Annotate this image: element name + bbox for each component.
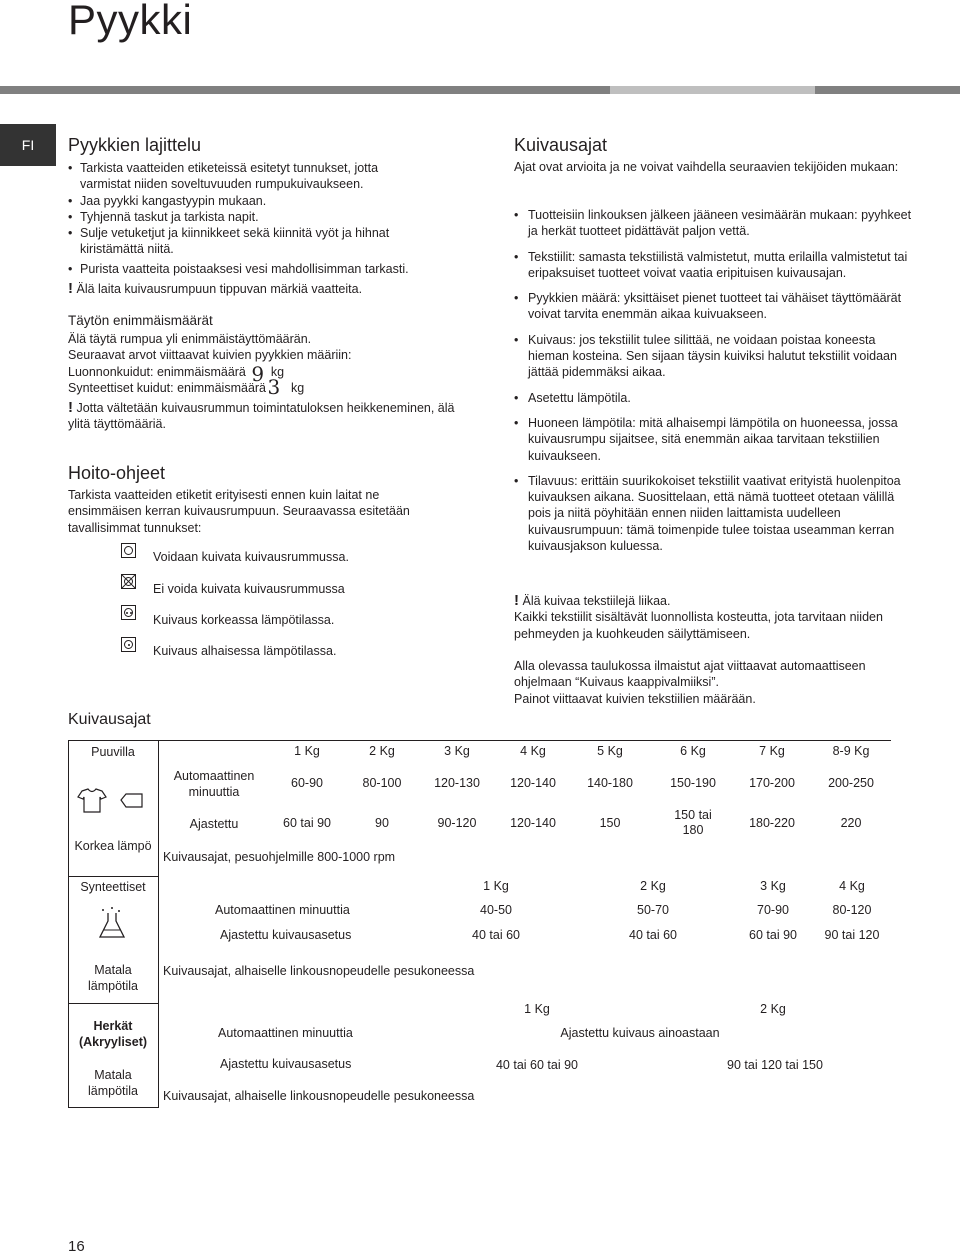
warning-mark: !: [68, 399, 73, 416]
table-cell: 2 Kg: [760, 1002, 786, 1016]
drying-times-table-heading: Kuivausajat: [68, 711, 151, 728]
capacity-text: [68, 331, 488, 399]
synthetic-timed-label: Ajastettu kuivausasetus: [220, 928, 352, 942]
capacity-heading: Täytön enimmäismäärät: [68, 313, 213, 328]
table-cell: 1 Kg: [524, 1002, 550, 1016]
no-tumble-dry-icon: [121, 574, 136, 589]
capacity-line: Seuraavat arvot viittaavat kuivien pyykkien määriin:: [68, 348, 352, 363]
list-item: • Tuotteisiin linkouksen jälkeen jääneen vesimäärän mukaan: pyyhkeet ja herkät tuotteet pidättävät paljon vettä.: [514, 207, 914, 240]
table-cell: 120-130: [434, 776, 480, 790]
table-cell: 40 tai 60: [629, 928, 677, 942]
tumble-dry-high-heat-icon: [121, 605, 136, 620]
cotton-timed-label: Ajastettu: [189, 817, 239, 831]
warning-text: Älä kuivaa tekstiilejä liikaa.: [522, 594, 671, 608]
table-cell: 5 Kg: [597, 744, 623, 758]
header-bar-dark-right: [815, 86, 960, 94]
table-cell: 2 Kg: [640, 879, 666, 893]
list-item: • Tyhjennä taskut ja tarkista napit.: [68, 209, 423, 225]
capacity-line: Älä täytä rumpua yli enimmäistäyttömäärän.: [68, 332, 312, 346]
tumble-dry-low-heat-icon: [121, 637, 136, 652]
table-cell: 80-100: [362, 776, 402, 790]
synthetic-footnote: Kuivausajat, alhaiselle linkousnopeudelle pesukoneessa: [163, 964, 475, 978]
drying-times-heading: Kuivausajat: [514, 135, 608, 155]
cotton-auto-label: Automaattinen minuuttia: [173, 769, 255, 799]
table-border: [158, 740, 159, 1108]
page-title: Pyykki: [68, 0, 193, 43]
table-cell: 7 Kg: [759, 744, 785, 758]
table-border: [68, 740, 891, 741]
synthetic-label: Synteettiset kuidut: enimmäismäärä: [68, 380, 267, 395]
moisture-note: Kaikki tekstiilit sisältävät luonnollista kosteutta, jota tarvitaan niiden pehmeyden ja kuohkeuden säilyttämiseen.: [514, 610, 883, 641]
list-item: • Tarkista vaatteiden etiketeissä esitetyt tunnukset, jotta varmistat niiden soveltuvuuden rumpukuivaukseen.: [68, 160, 423, 193]
table-cell: 60 tai 90: [283, 816, 331, 830]
table-cell: 90 tai 120: [824, 928, 880, 942]
sorting-heading: Pyykkien lajittelu: [68, 135, 202, 155]
warning-text: Älä laita kuivausrumpuun tippuvan märkiä vaatteita.: [76, 282, 363, 296]
table-cell: 120-140: [510, 816, 556, 830]
table-cell: 200-250: [828, 776, 874, 790]
table-cell: 90 tai 120 tai 150: [727, 1058, 823, 1072]
table-border: [68, 1107, 159, 1108]
table-border: [68, 876, 158, 877]
cotton-temp: Korkea lämpö: [74, 839, 152, 853]
table-cell: 140-180: [587, 776, 633, 790]
table-cell: 120-140: [510, 776, 556, 790]
table-cell: 6 Kg: [680, 744, 706, 758]
table-border: [68, 740, 69, 1108]
delicate-timed-label: Ajastettu kuivausasetus: [220, 1057, 352, 1071]
list-item: • Tekstiilit: samasta tekstiilistä valmistetut, mutta erilailla valmistetut tai eripaksuiset tuotteet voivat vaatia eripituisen kuivausajan.: [514, 249, 914, 282]
table-cell: 4 Kg: [839, 879, 865, 893]
natural-value: 9: [251, 361, 265, 386]
symbol-label: Voidaan kuivata kuivausrummussa.: [153, 550, 349, 564]
table-cell: 60 tai 90: [749, 928, 797, 942]
language-tab: FI: [0, 124, 56, 166]
table-cell: 150-190: [670, 776, 716, 790]
warning-mark: !: [514, 592, 519, 609]
table-cell: 2 Kg: [369, 744, 395, 758]
table-cell: 1 Kg: [294, 744, 320, 758]
delicate-footnote: Kuivausajat, alhaiselle linkousnopeudelle pesukoneessa: [163, 1089, 475, 1103]
symbol-label: Kuivaus alhaisessa lämpötilassa.: [153, 644, 337, 658]
synthetic-label: Synteettiset: [80, 880, 146, 894]
list-item: • Jaa pyykki kangastyypin mukaan.: [68, 193, 423, 209]
table-cell: 220: [840, 816, 862, 830]
table-cell: 40-50: [480, 903, 512, 917]
drying-times-intro: Ajat ovat arvioita ja ne voivat vaihdella seuraavien tekijöiden mukaan:: [514, 160, 899, 174]
synthetic-value: 3: [267, 374, 281, 399]
cotton-label: Puuvilla: [91, 745, 135, 759]
synthetic-auto-label: Automaattinen minuuttia: [215, 903, 350, 917]
tumble-dry-allowed-icon: [121, 543, 136, 558]
table-cell: 70-90: [757, 903, 789, 917]
table-cell: 40 tai 60 tai 90: [495, 1058, 578, 1072]
natural-label: Luonnonkuidut: enimmäismäärä: [68, 364, 246, 379]
table-cell: 60-90: [291, 776, 323, 790]
table-cell: 50-70: [637, 903, 669, 917]
header-bar-dark: [0, 86, 610, 94]
warning-text: Jotta vältetään kuivausrummun toimintatuloksen heikkenеminen, älä ylitä täyttömääriä.: [68, 401, 455, 432]
table-cell: 8-9 Kg: [832, 744, 870, 758]
capacity-warning: [68, 400, 478, 433]
table-cell: 3 Kg: [444, 744, 470, 758]
care-heading: Hoito-ohjeet: [68, 463, 166, 483]
synthetic-fibres-row: [68, 374, 488, 399]
table-note: [514, 658, 909, 707]
list-item: • Asetettu lämpötila.: [514, 390, 914, 406]
table-note-line: Painot viittaavat kuivien tekstiilien määrään.: [514, 691, 756, 706]
cotton-footnote: Kuivausajat, pesuohjelmille 800-1000 rpm: [163, 850, 396, 864]
list-item: • Pyykkien määrä: yksittäiset pienet tuotteet tai vähäiset täyttömäärät voivat tarvita enemmän aikaa kuivuakseen.: [514, 290, 914, 323]
list-item: • Tilavuus: erittäin suurikokoiset tekstiilit vaativat erityistä huolenpitoa kuivauksen aikana. Suosittelaan, että nämä tuotteet otetaan välillä pois ja niitä pöyhitään ennen niiden laittamista uudelleen kuivausrumpuun: tämä toimenpide tulee toistaa useamman kerran kuivausjakson kuluessa.: [514, 473, 914, 554]
synthetic-unit: kg: [290, 380, 305, 395]
table-cell: 150: [599, 816, 621, 830]
table-cell: 40 tai 60: [472, 928, 520, 942]
list-item: • Huoneen lämpötila: mitä alhaisempi lämpötila on huoneessa, jossa kuivausrumpu sijaitsee, sitä enemmän aikaa tarvitaan tekstiilien kuivaukseen.: [514, 415, 914, 464]
symbol-label: Kuivaus korkeassa lämpötilassa.: [153, 613, 335, 627]
table-cell: 1 Kg: [483, 879, 509, 893]
natural-unit: kg: [270, 364, 285, 379]
drying-factors-list: [514, 207, 914, 563]
overdry-warning: [514, 593, 894, 642]
warning-mark: !: [68, 280, 73, 297]
table-cell: Ajastettu kuivaus ainoastaan: [560, 1026, 720, 1040]
table-cell: 90: [375, 816, 389, 830]
delicate-label: Herkät (Akryyliset): [78, 1019, 148, 1049]
table-cell: 150 tai 180: [674, 808, 712, 837]
care-intro: Tarkista vaatteiden etiketit erityisesti ennen kuin laitat ne ensimmäisen kerran kuivausrumpuun. Seuraavassa esitetään tavallisimmat tunnukset:: [68, 488, 410, 535]
list-item: • Sulje vetuketjut ja kiinnikkeet sekä kiinnitä vyöt ja hihnat kiristämättä niitä.: [68, 225, 423, 258]
table-cell: 4 Kg: [520, 744, 546, 758]
list-item: • Kuivaus: jos tekstiilit tulee silittää, ne voidaan poistaa koneesta hieman kosteina. Sen sijaan täysin kuiviksi halutut tekstiilit voidaan jättää pidemmäksi aikaa.: [514, 332, 914, 381]
symbol-label: Ei voida kuivata kuivausrummussa: [153, 582, 345, 596]
synthetic-label-icon: [97, 905, 127, 946]
header-bar-light: [610, 86, 815, 94]
table-cell: 170-200: [749, 776, 795, 790]
delicate-auto-label: Automaattinen minuuttia: [218, 1026, 353, 1040]
sorting-warning: [68, 281, 362, 297]
sorting-list: [68, 160, 423, 277]
delicate-temp: Matala lämpötila: [87, 1068, 139, 1098]
page-number: 16: [68, 1238, 85, 1255]
synthetic-temp: Matala lämpötila: [87, 963, 139, 993]
table-cell: 80-120: [832, 903, 872, 917]
table-cell: 90-120: [437, 816, 477, 830]
cotton-label-icon: [75, 788, 145, 819]
table-cell: 180-220: [749, 816, 795, 830]
table-cell: 3 Kg: [760, 879, 786, 893]
table-border: [68, 1003, 158, 1004]
table-note-line: Alla olevassa taulukossa ilmaistut ajat viittaavat automaattiseen ohjelmaan “Kuivaus kaappivalmiiksi”.: [514, 659, 866, 690]
list-item: • Purista vaatteita poistaaksesi vesi mahdollisimman tarkasti.: [68, 261, 423, 277]
